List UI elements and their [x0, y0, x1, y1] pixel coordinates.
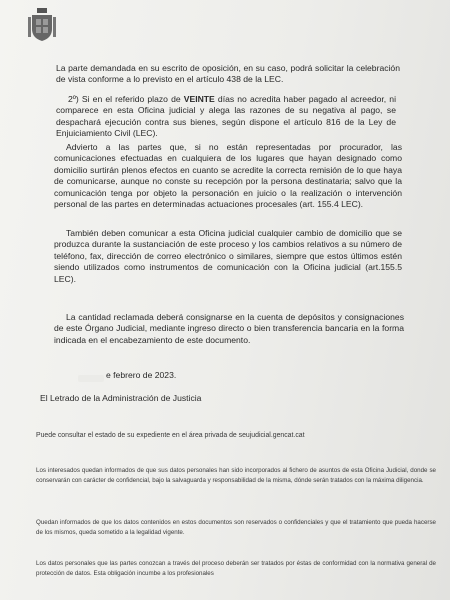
paragraph-text [56, 94, 396, 140]
paragraph-text: La parte demandada en su escrito de oposición, en su caso, podrá solicitar la celebración de vista conforme a lo previsto en el artículo 438 de la LEC. [56, 63, 400, 85]
paragraph-vista [56, 63, 400, 86]
signature-line: El Letrado de la Administración de Justicia [40, 393, 202, 403]
paragraph-text: Los datos personales que las partes conozcan a través del proceso deberán ser tratados por éstas de conformidad con la normativa general de protección de datos. Esta obligación incumbe a los profesionales [36, 560, 436, 578]
document-date: e febrero de 2023. [106, 370, 177, 380]
redacted-day [78, 375, 104, 382]
paragraph-cantidad [54, 312, 404, 346]
privacy-notice-3 [36, 559, 436, 579]
paragraph-cambios [54, 228, 402, 285]
privacy-notice-1 [36, 466, 436, 486]
paragraph-advierto [54, 142, 402, 210]
consult-notice [36, 431, 436, 441]
paragraph-text-prefix: 2º) Si en el referido plazo de [68, 94, 184, 104]
paragraph-text: Quedan informados de que los datos contenidos en estos documentos son reservados o confidenciales y que el tratamiento que pueda hacerse de los mismos, queda sometido a la legalidad vigente. [36, 519, 436, 537]
paragraph-text: También deben comunicar a esta Oficina judicial cualquier cambio de domicilio que se produzca durante la sustanciación de este proceso y los cambios relativos a su número de teléfono, fax, dirección de correo electrónico o similares, siempre que estos últimos estén siendo utilizados como instrumentos de comunicación con la Oficina judicial (art.155.5 LEC). [54, 228, 402, 284]
paragraph-plazo [56, 94, 396, 140]
paragraph-text: Los interesados quedan informados de que sus datos personales han sido incorporados al fichero de asuntos de esta Oficina Judicial, donde se conservarán con carácter de confidencial, bajo la salvaguarda y responsabilidad de la misma, dónde serán tratados con la máxima diligencia. [36, 467, 436, 485]
paragraph-text: Puede consultar el estado de su expediente en el área privada de seujudicial.gencat.cat [36, 432, 305, 439]
paragraph-text: La cantidad reclamada deberá consignarse en la cuenta de depósitos y consignaciones de este Órgano Judicial, mediante ingreso directo o bien transferencia bancaria en la forma indicada en el encabezamiento de este documento. [54, 312, 404, 345]
paragraph-text-rest: días no acredita haber pagado al acreedor, ni comparece en esta Oficina judicial y alega las razones de su negativa al pago, se despachará ejecución contra sus bienes, según dispone el artículo 816 de la Ley de Enjuiciamiento Civil (LEC). [56, 94, 396, 139]
paragraph-text: Advierto a las partes que, si no están representadas por procurador, las comunicaciones efectuadas en cualquiera de los lugares que hayan designado como domicilio surtirán plenos efectos en cuanto se acredite la correcta remisión de lo que haya de comunicarse, aunque no conste su recepción por la persona destinataria; salvo que la comunicación tenga por objeto la personación en juicio o la realización o intervención personal de las partes en determinadas actuaciones procesales (art. 155.4 LEC). [54, 142, 402, 210]
coat-of-arms-icon [28, 8, 56, 42]
deadline-days: VEINTE [183, 94, 215, 104]
privacy-notice-2 [36, 518, 436, 538]
